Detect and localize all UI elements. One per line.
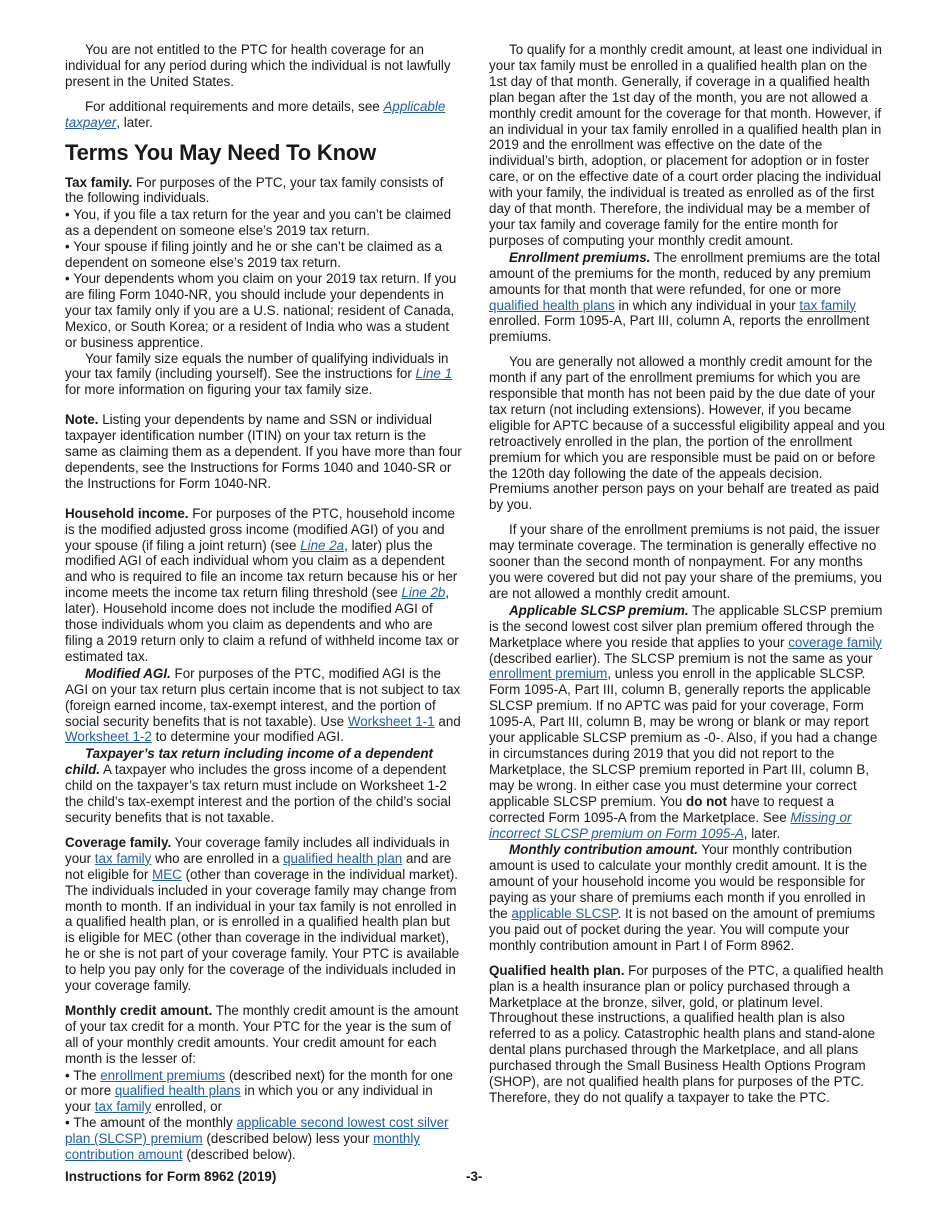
lawful-presence-paragraph: You are not entitled to the PTC for health coverage for an individual for any period during which the individual is not lawfully present in the United States. — [65, 42, 451, 89]
enrollment-premium-link[interactable]: enrollment premium — [489, 666, 608, 682]
bullet-icon: • — [65, 1067, 74, 1083]
tax-family-link[interactable]: tax family — [94, 1099, 152, 1115]
tax-family-link[interactable]: tax family — [94, 850, 152, 866]
enrollment-premiums-term: Enrollment premiums. — [509, 249, 651, 265]
additional-requirements-paragraph: For additional requirements and more details, see Applicable taxpayer, later. — [65, 98, 446, 130]
applicable-taxpayer-link[interactable]: Applicable taxpayer — [65, 98, 446, 130]
footer-title: Instructions for Form 8962 (2019) — [65, 1169, 277, 1184]
monthly-contribution-term: Monthly contribution amount. — [509, 842, 698, 858]
monthly-credit-term: Monthly credit amount. — [65, 1002, 213, 1018]
bullet-icon: • — [65, 239, 74, 255]
list-item: • The amount of the monthly applicable second lowest cost silver plan (SLCSP) premium (described below) less your monthly contribution amount (described below). — [65, 1115, 449, 1163]
coverage-family-link[interactable]: coverage family — [788, 634, 882, 650]
dependent-income-paragraph: Taxpayer’s tax return including income of a dependent child. A taxpayer who includes the gross income of a dependent child on the taxpayer’s tax return must include on Worksheet 1-2 the child’s tax-exempt interest and the portion of the child’s social security benefits that is not taxable. — [65, 746, 451, 825]
monthly-credit-paragraph: Monthly credit amount. The monthly credit amount is the amount of your tax credit for a month. Your PTC for the year is the sum of all of your monthly credit amounts. Your credit amount for each month is the lesser of: — [65, 1002, 459, 1066]
note-paragraph: Note. Listing your dependents by name and SSN or individual taxpayer identification number (ITIN) on your tax return is the same as claiming them as a dependent. If you have more than four dependents, see the Instructions for Forms 1040 and 1040-SR or the Instructions for Form 1040-NR. — [65, 412, 462, 491]
bullet-icon: • — [65, 1115, 74, 1131]
monthly-contribution-paragraph: Monthly contribution amount. Your monthly contribution amount is used to calculate your monthly credit amount. It is the amount of your household income you would be responsible for paying as your share of premiums each month if you enrolled in the applicable SLCSP. It is not based on the amount of premiums you paid out of pocket during the year. You will compute your monthly contribution amount in Part I of Form 8962. — [489, 842, 876, 953]
tax-family-term: Tax family. — [65, 174, 133, 190]
qualified-health-plans-link[interactable]: qualified health plans — [114, 1083, 241, 1099]
modified-agi-term: Modified AGI. — [85, 665, 171, 681]
bullet-icon: • — [65, 270, 74, 286]
unpaid-premiums-paragraph: You are generally not allowed a monthly credit amount for the month if any part of the enrollment premiums for which you are responsible that month has not been paid by the due date of your tax return (not including extensions). However, if you became eligible for APTC because of a successful eligibility appeal and you retroactively enrolled in the plan, the portion of the enrollment premium for which you are responsible must be paid on or before the 120th day following the date of the appeals decision. Premiums another person pays on your behalf are treated as paid by you. — [489, 354, 885, 513]
termination-paragraph: If your share of the enrollment premiums is not paid, the issuer may terminate coverage. The termination is generally effective no sooner than the second month of nonpayment. For any months you were covered but did not pay your share of the premiums, you are not allowed a monthly credit amount. — [489, 522, 883, 601]
modified-agi-paragraph: Modified AGI. For purposes of the PTC, modified AGI is the AGI on your tax return plus certain income that is not subject to tax (foreign earned income, tax-exempt interest, and the portion of social security benefits that is not taxable). Use Worksheet 1-1 and Worksheet 1-2 to determine your modified AGI. — [65, 665, 461, 745]
applicable-slcsp-paragraph: Applicable SLCSP premium. The applicable SLCSP premium is the second lowest cost silver plan premium offered through the Marketplace where you reside that applies to your coverage family (described earlier). The SLCSP premium is not the same as your enrollment premium, unless you enroll in the applicable SLCSP. Form 1095-A, Part III, column B, generally reports the applicable SLCSP premium. If no APTC was paid for your coverage, Form 1095-A, Part III, column B, may be wrong or blank or may report your applicable SLCSP premium as -0-. Also, if you had a change in circumstances during 2019 that you did not report to the Marketplace, the SLCSP premium reported in Part III, column B, may be wrong. In either case you must determine your correct applicable SLCSP premium. You do not have to request a corrected Form 1095-A from the Marketplace. See Missing or incorrect SLCSP premium on Form 1095-A, later. — [489, 602, 883, 841]
right-column — [489, 42, 886, 1115]
line-2a-link[interactable]: Line 2a — [300, 537, 345, 553]
list-item: • Your spouse if filing jointly and he or she can’t be claimed as a dependent on someone else’s 2019 tax return. — [65, 239, 443, 271]
applicable-slcsp-premium-link[interactable]: applicable second lowest cost silver plan (SLCSP) premium — [65, 1115, 449, 1147]
coverage-family-paragraph: Coverage family. Your coverage family includes all individuals in your tax family who are enrolled in a qualified health plan and are not eligible for MEC (other than coverage in the individual market). The individuals included in your coverage family may change from month to month. If an individual in your tax family is not enrolled in a qualified health plan, or is enrolled in a qualified health plan but is eligible for MEC (other than coverage in the individual market), he or she is not part of your coverage family. Your PTC is available to help you pay only for the coverage of the individuals included in your coverage family. — [65, 834, 460, 994]
enrollment-premiums-link[interactable]: enrollment premiums — [100, 1067, 226, 1083]
qualified-health-plan-term: Qualified health plan. — [489, 962, 625, 978]
qualified-health-plan-paragraph: Qualified health plan. For purposes of the PTC, a qualified health plan is a health insurance plan or policy purchased through a Marketplace at the bronze, silver, gold, or platinum level. Throughout these instructions, a qualified health plan is also referred to as a policy. Catastrophic health plans and stand-alone dental plans purchased through the Marketplace, and all plans purchased through the Small Business Health Options Program (SHOP), are not qualified health plans for purposes of the PTC. Therefore, they do not qualify a taxpayer to take the PTC. — [489, 962, 884, 1105]
bullet-icon: • — [65, 207, 74, 223]
line-1-link[interactable]: Line 1 — [415, 366, 453, 382]
enrollment-premiums-paragraph: Enrollment premiums. The enrollment premiums are the total amount of the premiums for the month, reduced by any premium amounts for that month that were refunded, for one or more qualified health plans in which any individual in your tax family enrolled. Form 1095-A, Part III, column A, reports the enrollment premiums. — [489, 249, 881, 345]
line-2b-link[interactable]: Line 2b — [401, 585, 446, 601]
mec-link[interactable]: MEC — [152, 866, 182, 882]
list-item: • The enrollment premiums (described next) for the month for one or more qualified health plans in which you or any individual in your tax family enrolled, or — [65, 1067, 454, 1115]
applicable-slcsp-link[interactable]: applicable SLCSP — [511, 906, 618, 922]
household-income-paragraph: Household income. For purposes of the PTC, household income is the modified adjusted gross income (modified AGI) of you and your spouse (if filing a joint return) (see Line 2a, later) plus the modified AGI of each individual whom you claim as a dependent and who is required to file an income tax return because his or her income meets the income tax return filing threshold (see Line 2b, later). Household income does not include the modified AGI of those individuals whom you claim as dependents and who are filing a 2019 return only to claim a refund of withheld income tax or estimated tax. — [65, 505, 459, 664]
list-item: • You, if you file a tax return for the year and you can’t be claimed as a dependent on someone else’s 2019 tax return. — [65, 207, 452, 239]
missing-slcsp-link[interactable]: Missing or incorrect SLCSP premium on Form 1095-A — [489, 809, 852, 841]
page-number: -3- — [466, 1169, 483, 1184]
household-income-term: Household income. — [65, 505, 189, 521]
tax-family-link[interactable]: tax family — [799, 297, 856, 313]
section-heading: Terms You May Need To Know — [65, 139, 376, 165]
worksheet-1-1-link[interactable]: Worksheet 1-1 — [347, 713, 435, 729]
tax-family-paragraph: Tax family. For purposes of the PTC, your tax family consists of the following individuals. — [65, 174, 444, 206]
worksheet-1-2-link[interactable]: Worksheet 1-2 — [65, 729, 152, 745]
dependent-income-term: Taxpayer’s tax return including income of a dependent child. — [65, 746, 433, 778]
applicable-slcsp-term: Applicable SLCSP premium. — [509, 602, 689, 618]
monthly-contribution-amount-link[interactable]: monthly contribution amount — [65, 1131, 421, 1163]
coverage-family-term: Coverage family. — [65, 834, 172, 850]
qualify-paragraph: To qualify for a monthly credit amount, at least one individual in your tax family must be enrolled in a qualified health plan on the 1st day of that month. Generally, if coverage in a qualified health plan began after the 1st day of the month, you are not allowed a monthly credit amount for the coverage for that month. However, if an individual in your tax family enrolled in a qualified health plan in 2019 and the enrollment was effective on the date of the individual’s birth, adoption, or placement for adoption or in foster care, or on the effective date of a court order placing the individual with your family, the individual is treated as enrolled as of the first day of that month. Therefore, the individual may be a member of your tax family and coverage family for the entire month for purposes of computing your monthly credit amount. — [489, 42, 882, 248]
list-item: • Your dependents whom you claim on your 2019 tax return. If you are filing Form 1040-NR, you should include your dependents in your tax family only if you are a U.S. national; resident of Canada, Mexico, or South Korea; or a resident of India who was a student or business apprentice. — [65, 270, 457, 350]
left-column — [65, 42, 462, 1163]
note-label: Note. — [65, 412, 99, 428]
family-size-paragraph: Your family size equals the number of qualifying individuals in your tax family (including yourself). See the instructions for Line 1 for more information on figuring your tax family size. — [65, 350, 453, 398]
qualified-health-plans-link[interactable]: qualified health plans — [489, 297, 615, 313]
qualified-health-plan-link[interactable]: qualified health plan — [283, 850, 403, 866]
